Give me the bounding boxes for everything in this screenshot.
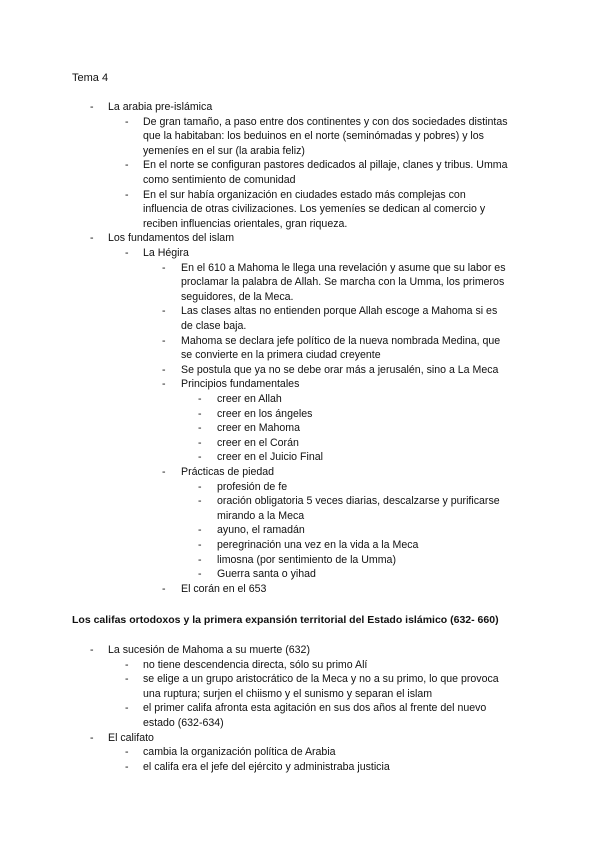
bullet-dash: - bbox=[90, 731, 94, 744]
list-item-level-4: mirando a la Meca bbox=[217, 509, 305, 522]
list-item-level-1: El califato bbox=[108, 731, 154, 744]
bullet-dash: - bbox=[198, 436, 202, 449]
bullet-dash: - bbox=[125, 247, 129, 259]
list-item-level-4: profesión de fe bbox=[217, 480, 288, 493]
list-item-level-4: Guerra santa o yihad bbox=[217, 568, 316, 581]
list-item-level-2: una ruptura; surjen el chiismo y el sunismo y separan el islam bbox=[143, 687, 433, 700]
bullet-dash: - bbox=[198, 393, 202, 405]
bullet-dash: - bbox=[125, 746, 129, 759]
bullet-dash: - bbox=[198, 539, 202, 551]
list-item-level-1: La arabia pre-islámica bbox=[108, 101, 213, 113]
bullet-dash: - bbox=[162, 466, 166, 478]
bullet-dash: - bbox=[125, 188, 129, 201]
page-title: Tema 4 bbox=[72, 72, 109, 84]
bullet-dash: - bbox=[90, 101, 94, 113]
bullet-dash: - bbox=[125, 760, 129, 773]
bullet-dash: - bbox=[90, 644, 94, 656]
list-item-level-4: creer en los ángeles bbox=[217, 407, 313, 420]
list-item-level-1: La sucesión de Mahoma a su muerte (632) bbox=[108, 644, 310, 656]
bullet-dash: - bbox=[198, 407, 202, 420]
list-item-level-2: se elige a un grupo aristocrático de la Meca y no a su primo, lo que provoca bbox=[143, 673, 499, 686]
bullet-dash: - bbox=[162, 305, 166, 318]
list-item-level-2: En el norte se configuran pastores dedicados al pillaje, clanes y tribus. Umma bbox=[143, 159, 508, 172]
bullet-dash: - bbox=[198, 451, 202, 464]
list-item-level-4: oración obligatoria 5 veces diarias, descalzarse y purificarse bbox=[217, 495, 500, 508]
list-item-level-2: En el sur había organización en ciudades estado más complejas con bbox=[143, 188, 466, 201]
list-item-level-3: proclamar la palabra de Allah. Se marcha con la Umma, los primeros bbox=[181, 276, 505, 289]
list-item-level-2: La Hégira bbox=[143, 247, 189, 259]
list-item-level-2: reciben influencias orientales, gran riqueza. bbox=[143, 217, 348, 230]
list-item-level-4: creer en Allah bbox=[217, 393, 282, 405]
bullet-dash: - bbox=[125, 159, 129, 172]
bullet-dash: - bbox=[198, 480, 202, 493]
list-item-level-3: Se postula que ya no se debe orar más a jerusalén, sino a La Meca bbox=[181, 363, 499, 376]
bullet-dash: - bbox=[198, 495, 202, 508]
bullet-dash: - bbox=[162, 334, 166, 347]
bullet-dash: - bbox=[125, 658, 129, 671]
bullet-dash: - bbox=[198, 422, 202, 435]
list-item-level-2: el primer califa afronta esta agitación en sus dos años al frente del nuevo bbox=[143, 702, 487, 715]
list-item-level-3: seguidores, de la Meca. bbox=[181, 290, 294, 303]
list-item-level-4: creer en el Corán bbox=[217, 436, 299, 449]
list-item-level-2: De gran tamaño, a paso entre dos continentes y con dos sociedades distintas bbox=[143, 115, 508, 128]
list-item-level-3: Las clases altas no entienden porque Allah escoge a Mahoma si es bbox=[181, 305, 498, 318]
list-item-level-2: como sentimiento de comunidad bbox=[143, 174, 296, 186]
list-item-level-3: El corán en el 653 bbox=[181, 582, 267, 595]
list-item-level-2: cambia la organización política de Arabia bbox=[143, 746, 336, 759]
list-item-level-2: influencia de otras civilizaciones. Los yemeníes se dedican al comercio y bbox=[143, 203, 486, 216]
bullet-dash: - bbox=[162, 261, 166, 274]
bullet-dash: - bbox=[162, 378, 166, 391]
bullet-dash: - bbox=[90, 232, 94, 245]
bullet-dash: - bbox=[162, 363, 166, 376]
list-item-level-3: de clase baja. bbox=[181, 320, 247, 332]
bullet-dash: - bbox=[198, 568, 202, 581]
list-item-level-4: ayuno, el ramadán bbox=[217, 524, 305, 537]
list-item-level-3: En el 610 a Mahoma le llega una revelación y asume que su labor es bbox=[181, 261, 506, 274]
list-item-level-4: limosna (por sentimiento de la Umma) bbox=[217, 553, 396, 566]
bullet-dash: - bbox=[198, 553, 202, 566]
bullet-dash: - bbox=[125, 702, 129, 715]
list-item-level-3: Prácticas de piedad bbox=[181, 466, 275, 478]
list-item-level-4: creer en Mahoma bbox=[217, 422, 301, 435]
list-item-level-3: Principios fundamentales bbox=[181, 378, 300, 391]
list-item-level-2: estado (632-634) bbox=[143, 717, 224, 729]
list-item-level-3: se convierte en la primera ciudad creyente bbox=[181, 349, 381, 362]
list-item-level-2: yemeníes en el sur (la arabia feliz) bbox=[143, 144, 305, 157]
bullet-dash: - bbox=[198, 524, 202, 537]
list-item-level-2: no tiene descendencia directa, sólo su primo Alí bbox=[143, 658, 368, 671]
bullet-dash: - bbox=[125, 673, 129, 686]
list-item-level-3: Mahoma se declara jefe político de la nueva nombrada Medina, que bbox=[181, 334, 501, 347]
bullet-dash: - bbox=[125, 115, 129, 128]
section-heading: Los califas ortodoxos y la primera expansión territorial del Estado islámico (632- 660) bbox=[72, 614, 499, 626]
list-item-level-2: que la habitaban: los beduinos en el norte (seminómadas y pobres) y los bbox=[143, 130, 484, 143]
bullet-dash: - bbox=[162, 582, 166, 595]
list-item-level-1: Los fundamentos del islam bbox=[108, 232, 235, 245]
list-item-level-4: peregrinación una vez en la vida a la Meca bbox=[217, 539, 419, 551]
list-item-level-4: creer en el Juicio Final bbox=[217, 451, 323, 464]
list-item-level-2: el califa era el jefe del ejército y administraba justicia bbox=[143, 760, 390, 773]
